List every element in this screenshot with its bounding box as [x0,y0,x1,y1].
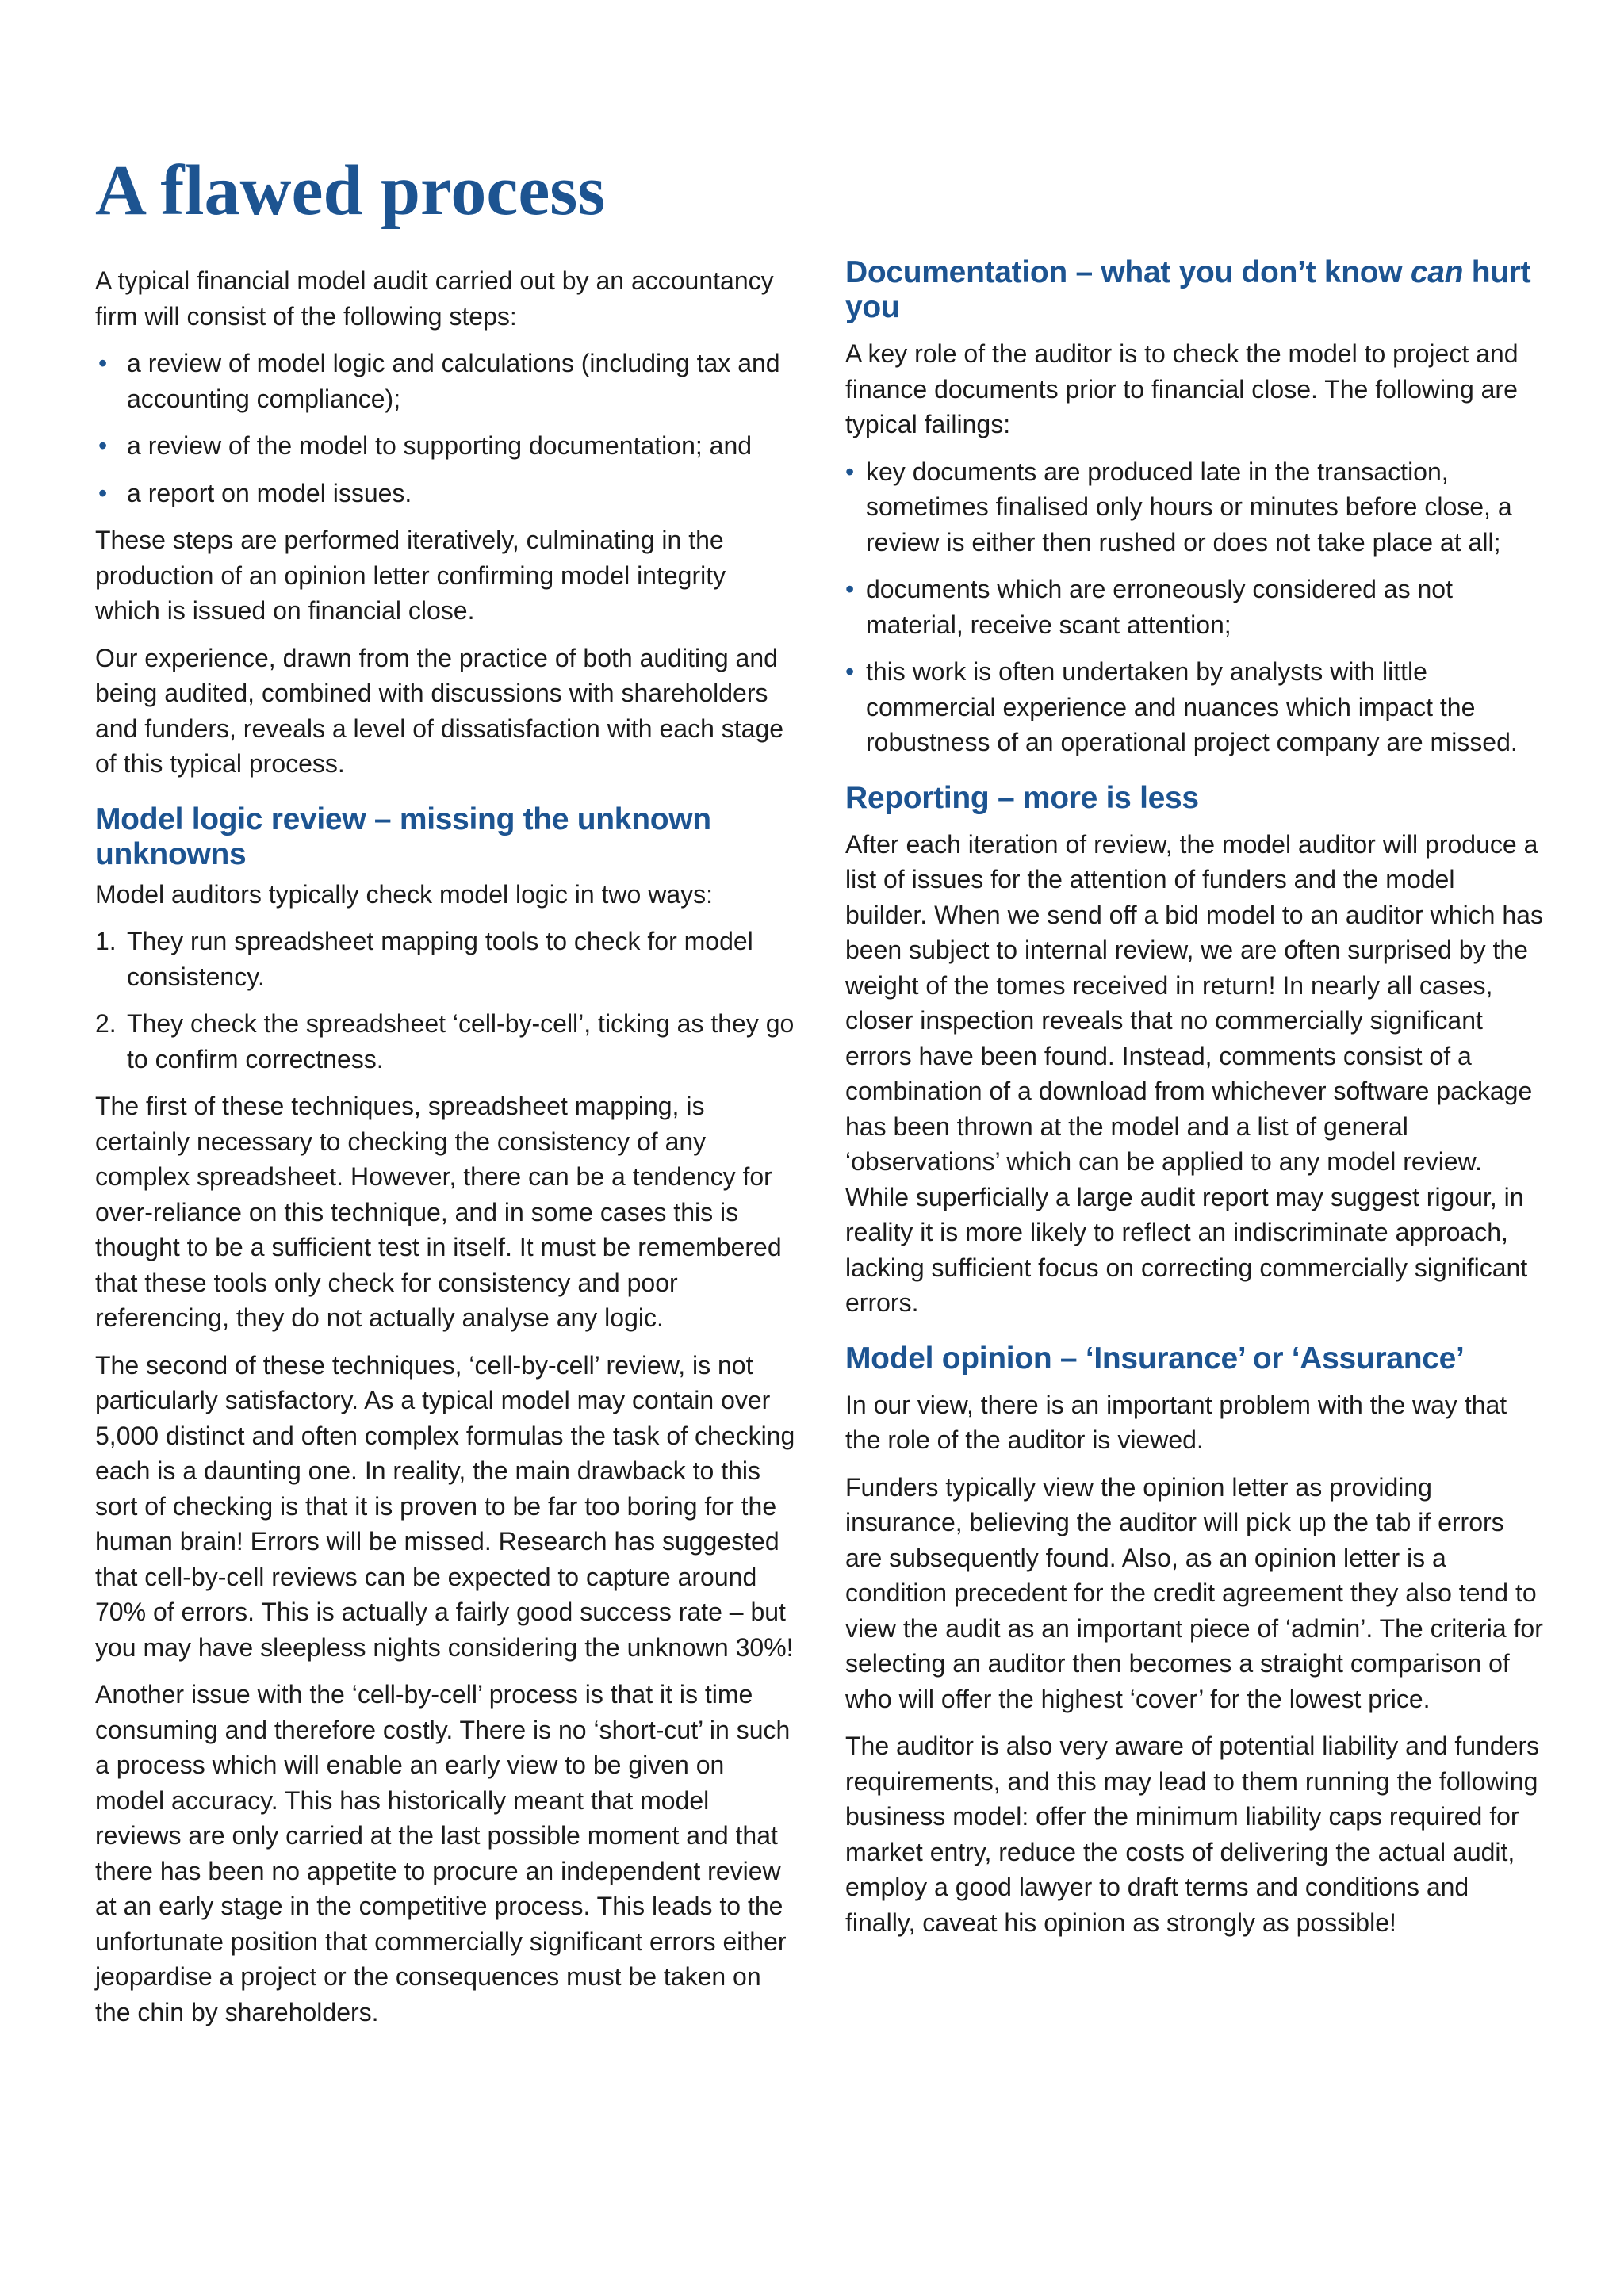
bullet-icon: • [845,457,855,486]
reporting-heading: Reporting – more is less [845,780,1199,815]
model-opinion-heading: Model opinion – ‘Insurance’ or ‘Assurance’ [845,1341,1465,1376]
audit-steps-list [95,346,797,511]
page-title: A flawed process [95,151,606,230]
bullet-icon: • [845,657,855,686]
bullet-icon: • [98,431,108,460]
documentation-heading: Documentation – what you don’t know can hurt you [845,255,1531,324]
list-item: • a review of the model to supporting documentation; and [95,428,797,464]
list-item: • a report on model issues. [95,476,797,511]
experience-paragraph: Our experience, drawn from the practice of both auditing and being audited, combined with discussions with shareholders and funders, reveals a level of dissatisfaction with each stage of this typical process. [95,643,784,778]
list-item: 1. They run spreadsheet mapping tools to check for model consistency. [95,924,797,994]
list-number: 2. [95,1009,117,1038]
reporting-paragraph: After each iteration of review, the model auditor will produce a list of issues for the attention of funders and the model builder. When we send off a bid model to an auditor which has been subject to internal review, we are often surprised by the weight of the tomes received in return! In nearly all cases, closer inspection reveals that no commercially significant errors have been found. Instead, comments consist of a combination of a download from whichever software package has been thrown at the model and a list of general ‘observations’ which can be applied to any model review. While superficially a large audit report may suggest rigour, in reality it is more likely to reflect an indiscriminate approach, lacking sufficient focus on correcting commercially significant errors. [845,829,1543,1317]
logic-review-heading: Model logic review – missing the unknown unknowns [95,802,711,871]
emphasis-can: can [1410,255,1464,289]
right-column [845,255,1543,1952]
bullet-icon: • [98,349,108,377]
list-item: • this work is often undertaken by analysts with little commercial experience and nuances which impact the robustness of an operational project company are missed. [845,654,1543,760]
logic-methods-list [95,924,797,1077]
bullet-icon: • [845,575,855,603]
another-issue-paragraph: Another issue with the ‘cell-by-cell’ process is that it is time consuming and therefore costly. There is no ‘short-cut’ in such a process which will enable an early view to be given on model accuracy. This has historically meant that model reviews are only carried at the last possible moment and that there has been no appetite to procure an independent review at an early stage in the competitive process. This leads to the unfortunate position that commercially significant errors either jeopardise a project or the consequences must be taken on the chin by shareholders. [95,1680,791,2026]
opinion-paragraph-2: Funders typically view the opinion letter as providing insurance, believing the auditor will pick up the tab if errors are subsequently found. Also, as an opinion letter is a condition precedent for the credit agreement they also tend to view the audit as an important piece of ‘admin’. The criteria for selecting an auditor then becomes a straight comparison of who will offer the highest ‘cover’ for the lowest price. [845,1472,1543,1713]
intro-paragraph: A typical financial model audit carried out by an accountancy firm will consist of the following steps: [95,266,774,331]
documentation-intro-paragraph: A key role of the auditor is to check the model to project and finance documents prior to financial close. The following are typical failings: [845,339,1519,438]
list-number: 1. [95,927,117,955]
list-item: • a review of model logic and calculations (including tax and accounting compliance); [95,346,797,416]
logic-intro-paragraph: Model auditors typically check model logic in two ways: [95,879,713,909]
list-item: • documents which are erroneously considered as not material, receive scant attention; [845,572,1543,642]
left-column [95,263,797,2042]
mapping-paragraph: The first of these techniques, spreadsheet mapping, is certainly necessary to checking the consistency of any complex spreadsheet. However, there can be a tendency for over-reliance on this technique, and in some cases this is thought to be a sufficient test in itself. It must be remembered that these tools only check for consistency and poor referencing, they do not actually analyse any logic. [95,1092,782,1332]
opinion-paragraph-3: The auditor is also very aware of potential liability and funders requirements, and this may lead to them running the following business model: offer the minimum liability caps required for market entry, reduce the costs of delivering the actual audit, employ a good lawyer to draft terms and conditions and finally, caveat his opinion as strongly as possible! [845,1732,1540,1937]
list-item: 2. They check the spreadsheet ‘cell-by-cell’, ticking as they go to confirm correctness. [95,1006,797,1077]
bullet-icon: • [98,478,108,507]
iterative-paragraph: These steps are performed iteratively, culminating in the production of an opinion letter confirming model integrity which is issued on financial close. [95,526,726,625]
cell-by-cell-paragraph: The second of these techniques, ‘cell-by-cell’ review, is not particularly satisfactory. As a typical model may contain over 5,000 distinct and often complex formulas the task of checking each is a daunting one. In reality, the main drawback to this sort of checking is that it is proven to be far too boring for the human brain! Errors will be missed. Research has suggested that cell-by-cell reviews can be expected to capture around 70% of errors. This is actually a fairly good success rate – but you may have sleepless nights considering the unknown 30%! [95,1350,795,1662]
list-item: • key documents are produced late in the transaction, sometimes finalised only hours or minutes before close, a review is either then rushed or does not take place at all; [845,454,1543,561]
opinion-paragraph-1: In our view, there is an important problem with the way that the role of the auditor is viewed. [845,1390,1507,1454]
failings-list [845,454,1543,760]
